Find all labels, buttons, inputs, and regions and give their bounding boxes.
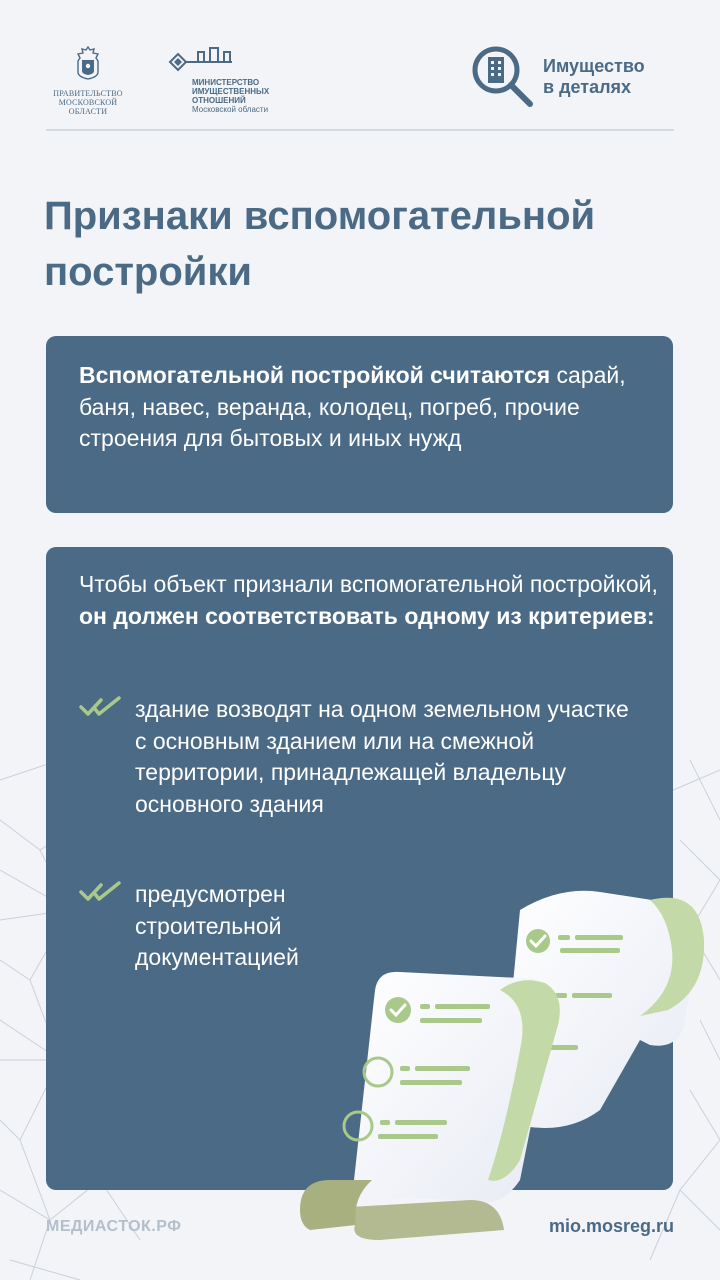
definition-text: сарай, баня, навес, веранда, колодец, погреб, прочие строения для бытовых и иных нужд xyxy=(79,362,626,451)
ministry-line-1: МИНИСТЕРСТВО xyxy=(192,78,260,87)
definition-card xyxy=(46,336,673,513)
brand-line-2: в деталях xyxy=(543,77,632,97)
page-title: Признаки вспомогательной постройки xyxy=(44,194,596,294)
gov-line-2: МОСКОВСКОЙ xyxy=(58,98,118,107)
government-logo xyxy=(46,46,130,116)
key-house-icon xyxy=(168,46,234,78)
gov-line-3: ОБЛАСТИ xyxy=(68,107,108,116)
gov-line-1: ПРАВИТЕЛЬСТВО xyxy=(53,89,123,98)
criterion-text: здание возводят на одном земельном участке с основным зданием или на смежной территории, принадлежащей владельцу основного здания xyxy=(135,696,629,817)
criteria-intro-plain: Чтобы объект признали вспомогательной постройкой, xyxy=(79,571,658,597)
criteria-intro-bold: он должен соответствовать одному из критериев: xyxy=(79,602,655,629)
ministry-line-3: ОТНОШЕНИЙ xyxy=(192,96,246,105)
coat-of-arms-icon xyxy=(76,46,100,80)
ministry-logo xyxy=(168,46,270,114)
magnifier-building-icon xyxy=(470,44,534,108)
website-link[interactable]: mio.mosreg.ru xyxy=(548,1216,674,1236)
brand-line-1: Имущество xyxy=(543,56,645,76)
header-divider xyxy=(46,129,674,131)
header xyxy=(0,0,720,130)
definition-bold-text: Вспомогательной постройкой считаются xyxy=(79,362,551,388)
ministry-line-2: ИМУЩЕСТВЕННЫХ xyxy=(192,87,270,96)
ministry-line-4: Московской области xyxy=(192,105,269,114)
double-check-icon xyxy=(79,696,121,718)
mediastock-link[interactable]: МЕДИАСТОК.РФ xyxy=(46,1218,182,1235)
criterion-text: предусмотрен строительной документацией xyxy=(135,881,299,970)
criteria-intro xyxy=(79,569,659,632)
